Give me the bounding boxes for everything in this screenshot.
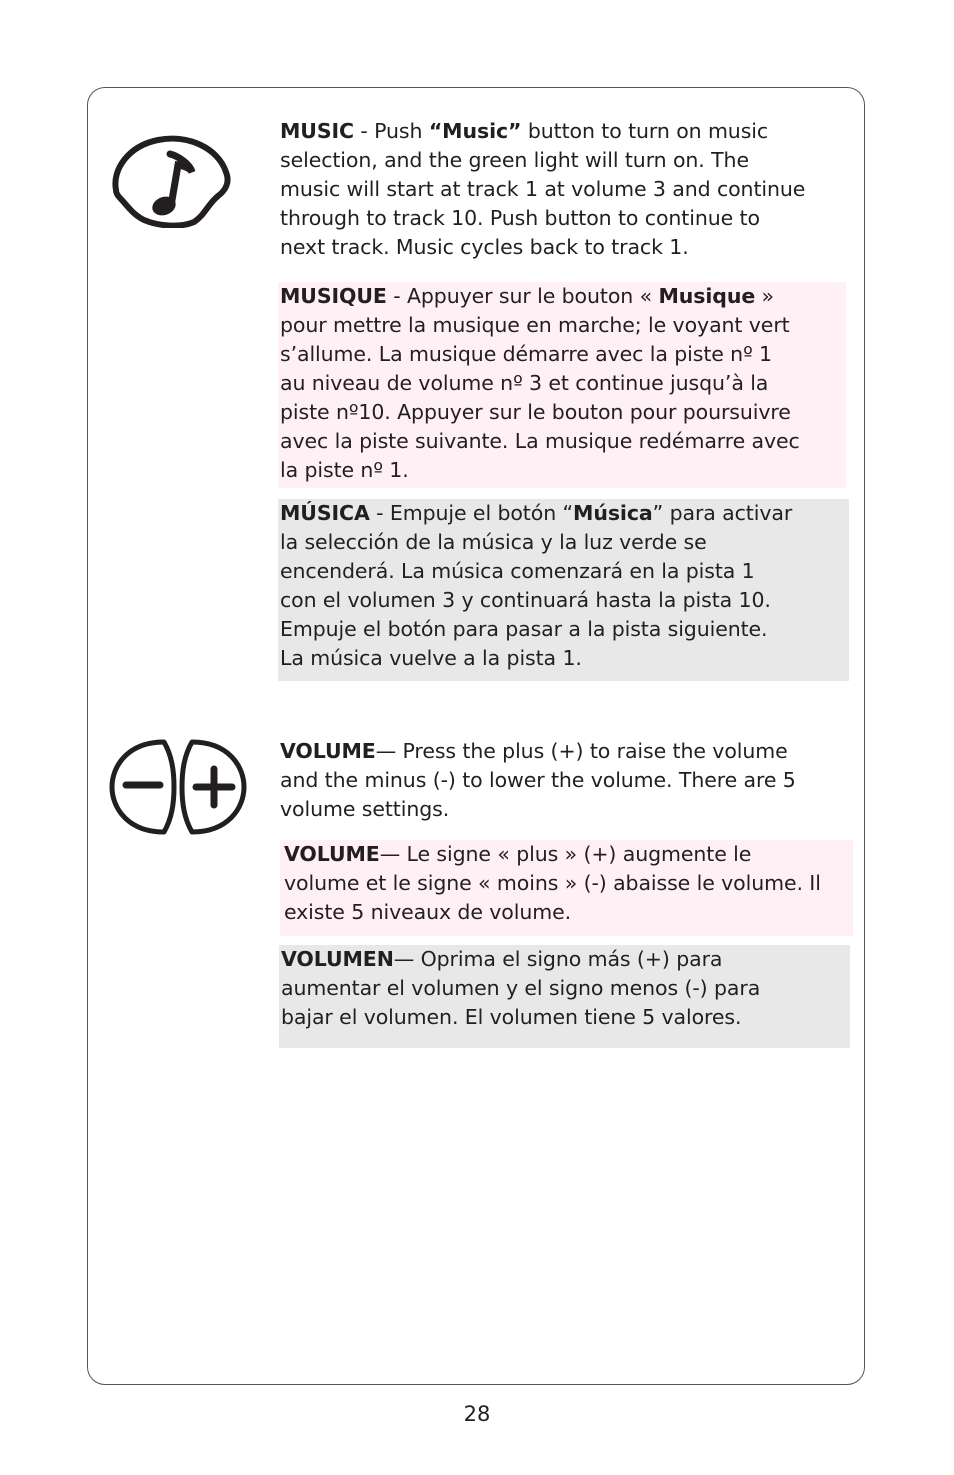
- music-description-es: MÚSICA - Empuje el botón “Música” para activar la selección de la música y la luz verde se encenderá. La música comenzará en la pista 1 con el volumen 3 y continuará hasta la pista 10. Empuje el botón para pasar a la pista siguiente. La música vuelve a la pista 1.: [278, 499, 849, 681]
- volume-heading-en: VOLUME: [280, 739, 376, 763]
- music-heading-en: MUSIC: [280, 119, 354, 143]
- music-description-en: MUSIC - Push “Music” button to turn on music selection, and the green light will turn on. The music will start at track 1 at volume 3 and continue through to track 10. Push button to continue to next track. Music cycles back to track 1.: [280, 119, 806, 259]
- music-heading-es: MÚSICA: [280, 501, 370, 525]
- volume-description-es: VOLUMEN— Oprima el signo más (+) para aumentar el volumen y el signo menos (-) para bajar el volumen. El volumen tiene 5 valores.: [279, 945, 850, 1048]
- music-note-icon: [108, 134, 234, 228]
- volume-description-en: VOLUME— Press the plus (+) to raise the volume and the minus (-) to lower the volume. There are 5 volume settings.: [280, 739, 796, 821]
- volume-description-fr: VOLUME— Le signe « plus » (+) augmente le volume et le signe « moins » (-) abaisse le volume. Il existe 5 niveaux de volume.: [280, 840, 853, 936]
- music-heading-fr: MUSIQUE: [280, 284, 387, 308]
- page-number: 28: [463, 1402, 491, 1426]
- volume-heading-fr: VOLUME: [284, 842, 380, 866]
- volume-minus-plus-icon: [108, 738, 248, 836]
- volume-heading-es: VOLUMEN: [281, 947, 394, 971]
- music-description-fr: MUSIQUE - Appuyer sur le bouton « Musique » pour mettre la musique en marche; le voyant vert s’allume. La musique démarre avec la piste nº 1 au niveau de volume nº 3 et continue jusqu’à la piste nº10. Appuyer sur le bouton pour poursuivre avec la piste suivante. La musique redémarre avec la piste nº 1.: [278, 282, 846, 488]
